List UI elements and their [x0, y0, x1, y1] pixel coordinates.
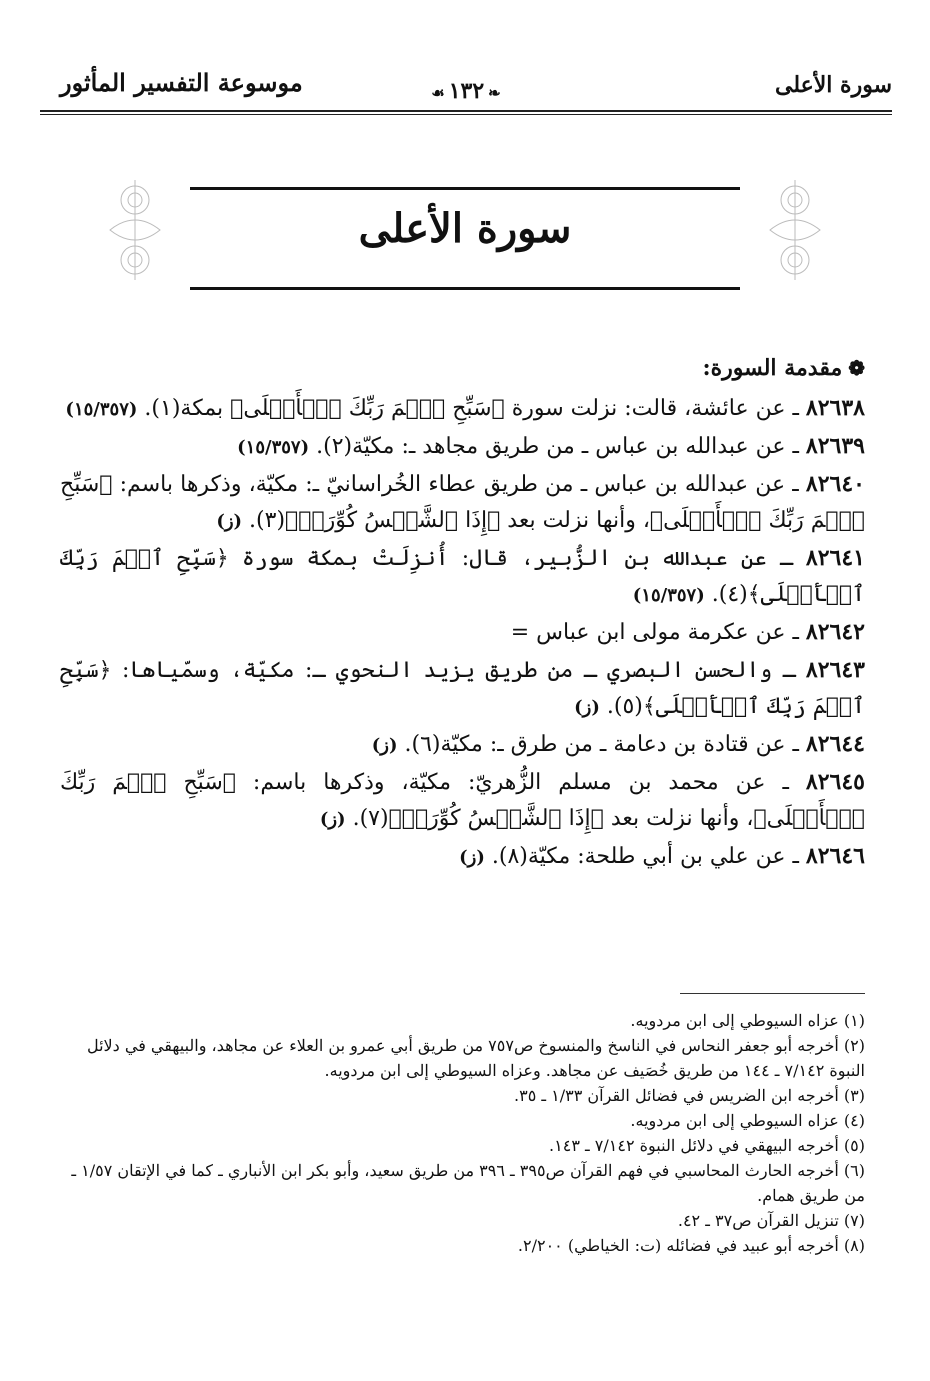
header-book-title: موسوعة التفسير المأثور: [60, 68, 303, 97]
section-heading: [60, 350, 865, 386]
hadith-text: ـ عن عائشة، قالت: نزلت سورة ﴿سَبِّحِ ٱسۡمَ رَبِّكَ ٱلۡأَعۡلَى﴾ بمكة(١).: [137, 396, 806, 421]
ornament-icon: ❧: [488, 84, 501, 102]
hadith-number: ٨٢٦٤١: [805, 545, 865, 571]
footnote: (٥) أخرجه البيهقي في دلائل النبوة ٧/١٤٢ ـ ١٤٣.: [549, 1136, 865, 1155]
hadith-text: ـ عن عكرمة مولى ابن عباس =: [510, 620, 806, 645]
hadith-entry: [60, 726, 865, 764]
hadith-source: (ز): [319, 809, 346, 830]
hadith-source: (ز): [574, 697, 600, 718]
main-text: [60, 350, 865, 876]
header-page-number: [417, 78, 514, 104]
footnote: (٢) أخرجه أبو جعفر النحاس في الناسخ والمنسوخ ص٧٥٧ من طريق أبي عمرو بن العلاء عن مجاهد، والبيهقي في دلائل النبوة ٧/١٤٢ ـ ١٤٤ من طريق خُصَيف عن مجاهد. وعزاه السيوطي إلى ابن مردويه.: [86, 1036, 865, 1080]
ornament-icon: ☙: [431, 84, 445, 102]
hadith-entry: [60, 614, 865, 652]
hadith-text: ـ عن علي بن أبي طلحة: مكيّة(٨).: [484, 844, 806, 869]
hadith-source: (ز): [371, 735, 398, 756]
hadith-source: (ز): [459, 847, 485, 868]
hadith-source: (١٥/٣٥٧): [237, 437, 310, 458]
hadith-source: (ز): [216, 511, 243, 532]
footnotes: [60, 1008, 865, 1258]
hadith-text: ـ والحسن البصري ـ من طريق يزيد النحوي ـ: مكيّة، وسمّياها: ﴿سَبِّحِ ٱسۡمَ رَبِّكَ ٱلۡأَعۡلَى﴾(٥).: [60, 658, 865, 719]
section-heading-label: مقدمة السورة:: [702, 355, 843, 381]
header-rule: [40, 110, 892, 112]
hadith-entry: [60, 764, 865, 838]
hadith-number: ٨٢٦٤٦: [805, 843, 865, 869]
hadith-text: ـ عن عبدالله بن عباس ـ من طريق عطاء الخُراسانيّ ـ: مكيّة، وذكرها باسم: ﴿سَبِّحِ ٱسۡمَ رَبِّكَ ٱلۡأَعۡلَى﴾، وأنها نزلت بعد ﴿إِذَا ٱلشَّمۡسُ كُوِّرَتۡ﴾(٣).: [60, 472, 865, 533]
hadith-source: (١٥/٣٥٧): [632, 585, 705, 606]
hadith-entry: [60, 838, 865, 876]
hadith-number: ٨٢٦٣٩: [805, 433, 865, 459]
title-rule-top: [190, 187, 740, 190]
footnote: (٦) أخرجه الحارث المحاسبي في فهم القرآن ص٣٩٥ ـ ٣٩٦ من طريق سعيد، وأبو بكر ابن الأنباري ـ كما في الإتقان ١/٥٧ ـ من طريق همام.: [71, 1161, 865, 1205]
hadith-text: ـ عن عبدالله بن عباس ـ من طريق مجاهد ـ: مكيّة(٢).: [309, 434, 806, 459]
footnote: (٣) أخرجه ابن الضريس في فضائل القرآن ١/٣٣ ـ ٣٥.: [514, 1086, 865, 1105]
hadith-entry: [60, 428, 865, 466]
hadith-entry: [60, 466, 865, 540]
hadith-number: ٨٢٦٤٤: [805, 731, 865, 757]
hadith-text: ـ عن قتادة بن دعامة ـ من طرق ـ: مكيّة(٦).: [397, 732, 806, 757]
hadith-number: ٨٢٦٤٢: [805, 619, 865, 645]
hadith-entry: [60, 652, 865, 726]
running-header: [40, 60, 892, 120]
footnote-rule: [680, 993, 865, 994]
footnote: (٨) أخرجه أبو عبيد في فضائله (ت: الخياطي) ٢/٢٠٠.: [517, 1236, 865, 1255]
hadith-text: ـ عن عبدالله بن الزُّبير، قال: أُنزِلَتْ بمكة سورة ﴿سَبِّحِ ٱسۡمَ رَبِّكَ ٱلۡأَعۡلَى﴾(٤).: [60, 546, 865, 607]
title-rule-bottom: [190, 287, 740, 290]
hadith-source: (١٥/٣٥٧): [65, 399, 138, 420]
hadith-number: ٨٢٦٤٥: [805, 769, 865, 795]
surah-title: سورة الأعلى: [358, 205, 572, 252]
hadith-number: ٨٢٦٤٣: [805, 657, 865, 683]
hadith-number: ٨٢٦٤٠: [805, 471, 865, 497]
hadith-entry: [60, 390, 865, 428]
hadith-text: ـ عن محمد بن مسلم الزُّهريّ: مكيّة، وذكرها باسم: ﴿سَبِّحِ ٱسۡمَ رَبِّكَ ٱلۡأَعۡلَى﴾، وأنها نزلت بعد ﴿إِذَا ٱلشَّمۡسُ كُوِّرَتۡ﴾(٧).: [60, 770, 865, 831]
footnote: (٧) تنزيل القرآن ص٣٧ ـ ٤٢.: [677, 1211, 865, 1230]
hadith-entry: [60, 540, 865, 614]
hadith-number: ٨٢٦٣٨: [805, 395, 865, 421]
page-number: ١٣٢: [448, 78, 485, 104]
flower-icon: ❁: [848, 356, 865, 380]
header-surah-name: سورة الأعلى: [774, 72, 892, 98]
header-rule-thin: [40, 114, 892, 115]
footnote: (١) عزاه السيوطي إلى ابن مردويه.: [630, 1011, 865, 1030]
surah-title-block: [100, 165, 830, 300]
footnote: (٤) عزاه السيوطي إلى ابن مردويه.: [630, 1111, 865, 1130]
